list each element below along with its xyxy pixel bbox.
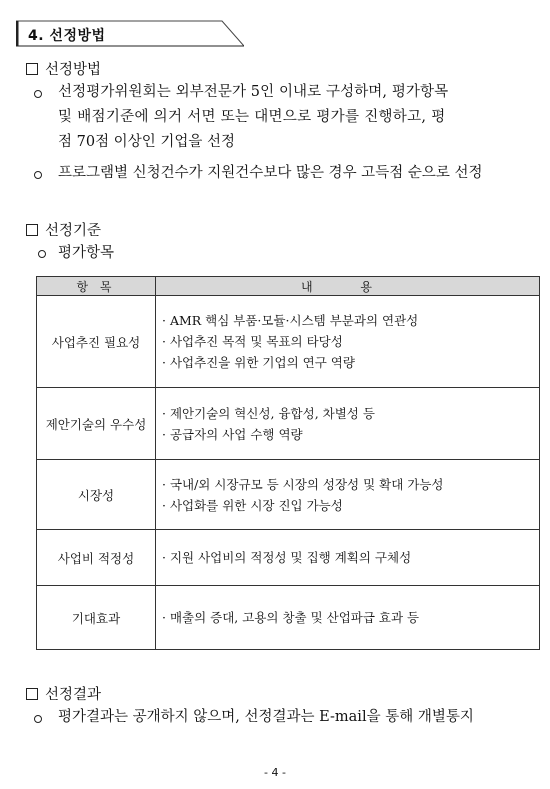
evaluation-table bbox=[36, 276, 540, 650]
header-content: 내 용 bbox=[156, 277, 540, 296]
circle-bullet-icon bbox=[34, 90, 42, 98]
row-item: 사업비 적정성 bbox=[37, 530, 156, 586]
method-bullet-2: 프로그램별 신청건수가 지원건수보다 많은 경우 고득점 순으로 선정 bbox=[58, 165, 483, 181]
row-content: · 매출의 증대, 고용의 창출 및 산업파급 효과 등 bbox=[156, 586, 540, 650]
criteria-subheading: 평가항목 bbox=[58, 245, 115, 261]
table-header-row bbox=[37, 277, 540, 296]
table-row bbox=[37, 460, 540, 530]
criteria-heading: 선정기준 bbox=[26, 219, 101, 240]
row-content: · 국내/외 시장규모 등 시장의 성장성 및 확대 가능성 · 사업화를 위한 시장 진입 가능성 bbox=[156, 460, 540, 530]
section-title: 4. 선정방법 bbox=[28, 28, 106, 44]
row-item: 제안기술의 우수성 bbox=[37, 388, 156, 460]
row-item: 사업추진 필요성 bbox=[37, 296, 156, 388]
circle-bullet-icon bbox=[34, 171, 42, 179]
row-content: · AMR 핵심 부품·모듈·시스템 부분과의 연관성 · 사업추진 목적 및 목표의 타당성 · 사업추진을 위한 기업의 연구 역량 bbox=[156, 296, 540, 388]
result-bullet: 평가결과는 공개하지 않으며, 선정결과는 E-mail을 통해 개별통지 bbox=[58, 709, 474, 725]
method-heading: 선정방법 bbox=[26, 58, 101, 79]
section-title-tab bbox=[16, 20, 244, 46]
square-bullet-icon bbox=[26, 63, 38, 75]
table-row bbox=[37, 586, 540, 650]
table-row bbox=[37, 530, 540, 586]
row-content: · 지원 사업비의 적정성 및 집행 계획의 구체성 bbox=[156, 530, 540, 586]
circle-bullet-icon bbox=[38, 250, 46, 258]
row-item: 시장성 bbox=[37, 460, 156, 530]
table-row bbox=[37, 388, 540, 460]
row-item: 기대효과 bbox=[37, 586, 156, 650]
circle-bullet-icon bbox=[34, 715, 42, 723]
square-bullet-icon bbox=[26, 688, 38, 700]
row-content: · 제안기술의 혁신성, 융합성, 차별성 등 · 공급자의 사업 수행 역량 bbox=[156, 388, 540, 460]
header-item: 항 목 bbox=[37, 277, 156, 296]
method-bullet-1: 선정평가위원회는 외부전문가 5인 이내로 구성하며, 평가항목 및 배점기준에 의거 서면 또는 대면으로 평가를 진행하고, 평 점 70점 이상인 기업을 선정 bbox=[58, 84, 449, 150]
table-row bbox=[37, 296, 540, 388]
page-number: - 4 - bbox=[264, 766, 286, 779]
square-bullet-icon bbox=[26, 224, 38, 236]
result-heading: 선정결과 bbox=[26, 683, 101, 704]
